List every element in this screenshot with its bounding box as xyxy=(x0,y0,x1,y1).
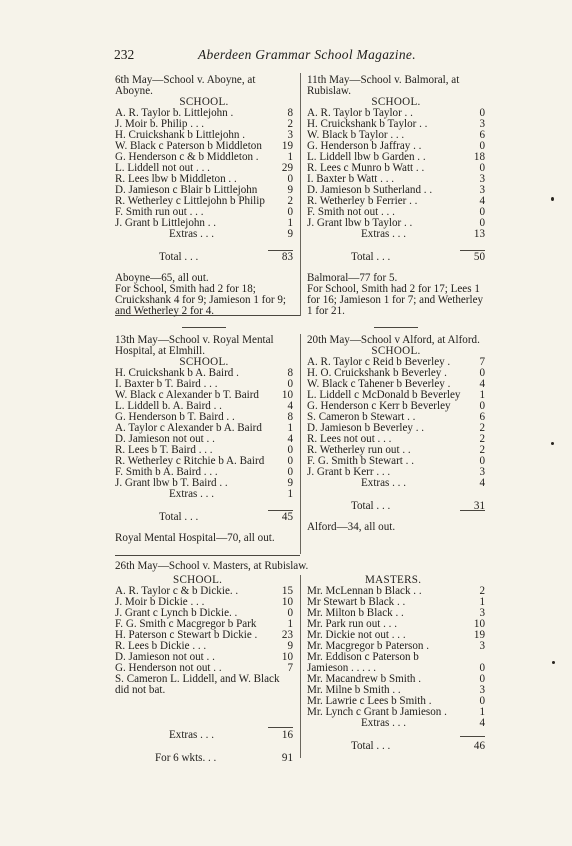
batting-entry: G. Henderson c Kerr b Beverley xyxy=(307,401,451,412)
scorecard xyxy=(307,357,485,478)
batting-score: 23 xyxy=(281,629,293,641)
batting-entry: J. Grant b Kerr . . . xyxy=(307,467,391,478)
batting-row xyxy=(307,685,485,696)
match-masters-opponent xyxy=(307,575,485,752)
bowling-note: For School, Smith had 2 for 17; Lees 1 for 16; Jamieson 1 for 7; and Wetherley 1 for 21. xyxy=(307,283,484,317)
batting-score: 0 xyxy=(287,444,293,456)
batting-score: 8 xyxy=(287,411,293,423)
batting-row xyxy=(307,434,485,445)
team-heading: SCHOOL. xyxy=(179,356,229,368)
batting-score: 0 xyxy=(479,695,485,707)
batting-entry: A. R. Taylor b Taylor . . xyxy=(307,108,413,119)
batting-entry: D. Jamieson b Beverley . . xyxy=(307,423,425,434)
batting-row xyxy=(115,423,293,434)
batting-score: 2 xyxy=(287,195,293,207)
batting-entry: A. R. Taylor b. Littlejohn . xyxy=(115,108,234,119)
batting-entry: Mr. Macgregor b Paterson . xyxy=(307,641,430,652)
batting-row xyxy=(307,401,485,412)
batting-score: 0 xyxy=(479,367,485,379)
batting-score: 0 xyxy=(479,400,485,412)
batting-entry: R. Lees not out . . . xyxy=(307,434,392,445)
batting-score: 7 xyxy=(479,356,485,368)
team-heading: SCHOOL. xyxy=(371,345,421,357)
batting-row xyxy=(115,652,293,663)
batting-entry: D. Jamieson c Blair b Littlejohn xyxy=(115,185,258,196)
batting-row xyxy=(115,401,293,412)
match-aboyne xyxy=(115,75,293,317)
match-heading: 11th May—School v. Balmoral, at Rubislaw. xyxy=(307,74,460,97)
batting-entry: G. Henderson b Jaffray . . xyxy=(307,141,422,152)
batting-row xyxy=(307,674,485,685)
batting-score: 8 xyxy=(287,367,293,379)
scorecard xyxy=(115,108,293,229)
batting-score: 7 xyxy=(287,662,293,674)
batting-row xyxy=(307,185,485,196)
batting-row xyxy=(307,196,485,207)
extras-row: Extras . . . 1 xyxy=(169,488,293,500)
batting-entry: A. R. Taylor c Reid b Beverley . xyxy=(307,357,451,368)
batting-entry: D. Jamieson not out . . xyxy=(115,652,215,663)
batting-entry: W. Black c Paterson b Middleton xyxy=(115,141,262,152)
batting-row xyxy=(115,218,293,229)
team-heading: SCHOOL. xyxy=(173,574,223,586)
batting-entry: W. Black c Alexander b T. Baird xyxy=(115,390,259,401)
batting-row xyxy=(115,478,293,489)
scorecard xyxy=(307,586,485,718)
section-rule xyxy=(115,555,300,556)
batting-score: 9 xyxy=(287,477,293,489)
batting-entry: J. Grant c Lynch b Dickie. . xyxy=(115,608,238,619)
batting-entry: A. Taylor c Alexander b A. Baird xyxy=(115,423,262,434)
batting-score: 3 xyxy=(479,184,485,196)
batting-row xyxy=(307,663,485,674)
batting-row xyxy=(115,152,293,163)
batting-score: 3 xyxy=(479,173,485,185)
batting-entry: F. Smith not out . . . xyxy=(307,207,395,218)
batting-score: 0 xyxy=(287,378,293,390)
total-row: Total . . . 45 xyxy=(159,511,293,523)
page-speck xyxy=(551,442,554,445)
batting-score: 2 xyxy=(287,118,293,130)
batting-score: 1 xyxy=(287,151,293,163)
batting-score: 1 xyxy=(287,217,293,229)
batting-score: 29 xyxy=(281,162,293,174)
section-rule xyxy=(115,315,300,316)
batting-score: 2 xyxy=(479,444,485,456)
batting-score: 0 xyxy=(479,206,485,218)
batting-entry: J. Moir b Dickie . . . xyxy=(115,597,205,608)
batting-score: 0 xyxy=(479,140,485,152)
batting-entry: F. Smith b A. Baird . . . xyxy=(115,467,218,478)
batting-score: 3 xyxy=(479,640,485,652)
batting-score: 1 xyxy=(287,422,293,434)
batting-score: 1 xyxy=(479,706,485,718)
total-rule xyxy=(268,727,293,728)
journal-title: Aberdeen Grammar School Magazine. xyxy=(198,47,416,62)
batting-row xyxy=(307,445,485,456)
match-heading: 13th May—School v. Royal Mental Hospital, at Elmhill. xyxy=(115,334,274,357)
batting-score: 0 xyxy=(287,607,293,619)
batting-row xyxy=(115,467,293,478)
batting-entry: G. Henderson not out . . xyxy=(115,663,222,674)
batting-score: 3 xyxy=(479,607,485,619)
batting-score: 6 xyxy=(479,129,485,141)
total-row: Total . . . 50 xyxy=(351,251,485,263)
batting-entry: L. Liddell not out . . . xyxy=(115,163,210,174)
batting-row xyxy=(307,608,485,619)
batting-entry: J. Grant b Littlejohn . . xyxy=(115,218,217,229)
batting-row xyxy=(307,619,485,630)
total-row: Total . . . 46 xyxy=(351,740,485,752)
batting-score: 8 xyxy=(287,107,293,119)
batting-entry: S. Cameron b Stewart . . xyxy=(307,412,416,423)
batting-row xyxy=(307,390,485,401)
batting-row xyxy=(115,185,293,196)
batting-entry: L. Liddell b. A. Baird . . xyxy=(115,401,222,412)
batting-row xyxy=(307,652,485,663)
extras-row: Extras . . . 4 xyxy=(361,477,485,489)
batting-entry: G. Henderson b T. Baird . . xyxy=(115,412,235,423)
batting-row xyxy=(307,163,485,174)
batting-row xyxy=(115,390,293,401)
batting-score: 2 xyxy=(479,422,485,434)
bowling-note: For School, Smith had 2 for 18; Cruickshank 4 for 9; Jamieson 1 for 9; and Wetherley 2 for 4. xyxy=(115,283,286,317)
batting-score: 3 xyxy=(479,118,485,130)
match-heading: 20th May—School v Alford, at Alford. xyxy=(307,334,480,346)
batting-row xyxy=(307,412,485,423)
batting-score: 1 xyxy=(287,618,293,630)
column-divider xyxy=(300,334,301,554)
batting-entry: I. Baxter b Watt . . . xyxy=(307,174,395,185)
batting-row xyxy=(307,218,485,229)
batting-row xyxy=(115,207,293,218)
batting-row xyxy=(115,108,293,119)
batting-entry: D. Jamieson b Sutherland . . xyxy=(307,185,433,196)
column-divider xyxy=(300,575,301,758)
total-rule xyxy=(460,250,485,251)
match-royal-mental-hospital xyxy=(115,335,293,544)
batting-row xyxy=(307,696,485,707)
batting-row xyxy=(115,608,293,619)
batting-score: 10 xyxy=(281,596,293,608)
section-rule xyxy=(374,327,418,328)
match-result: Aboyne—65, all out. xyxy=(115,272,209,284)
extras-row: Extras . . . 9 xyxy=(169,228,293,240)
batting-score: 4 xyxy=(479,195,485,207)
team-heading: MASTERS. xyxy=(365,574,422,586)
batting-entry: H. Cruickshank b Littlejohn . xyxy=(115,130,246,141)
batting-row xyxy=(115,119,293,130)
batting-row xyxy=(115,368,293,379)
batting-score: 19 xyxy=(473,629,485,641)
match-result: Alford—34, all out. xyxy=(307,521,396,533)
batting-entry: J. Grant lbw b T. Baird . . xyxy=(115,478,228,489)
batting-entry: Mr. McLennan b Black . . xyxy=(307,586,422,597)
batting-score: 3 xyxy=(479,466,485,478)
batting-entry: Mr Stewart b Black . . xyxy=(307,597,406,608)
batting-entry: H. Cruickshank b Taylor . . xyxy=(307,119,428,130)
batting-score: 10 xyxy=(281,651,293,663)
batting-row xyxy=(115,379,293,390)
batting-row xyxy=(115,456,293,467)
batting-row xyxy=(307,630,485,641)
batting-score: 1 xyxy=(479,596,485,608)
batting-row xyxy=(115,130,293,141)
batting-score: 9 xyxy=(287,640,293,652)
batting-row xyxy=(307,207,485,218)
extras-row: Extras . . . 13 xyxy=(361,228,485,240)
batting-row xyxy=(115,174,293,185)
batting-entry: Mr. Eddison c Paterson b xyxy=(307,652,419,663)
batting-entry: F. G. Smith c Macgregor b Park xyxy=(115,619,257,630)
batting-score: 15 xyxy=(281,585,293,597)
batting-row xyxy=(307,641,485,652)
batting-score: 3 xyxy=(479,684,485,696)
batting-entry: G. Henderson c & b Middleton . xyxy=(115,152,259,163)
batting-score: 10 xyxy=(473,618,485,630)
batting-entry: F. G. Smith b Stewart . . xyxy=(307,456,414,467)
batting-row xyxy=(115,630,293,641)
batting-score: 9 xyxy=(287,184,293,196)
batting-entry: Mr. Dickie not out . . . xyxy=(307,630,406,641)
did-not-bat: S. Cameron L. Liddell, and W. Black did not bat. xyxy=(115,673,280,696)
batting-score: 0 xyxy=(287,173,293,185)
team-heading: SCHOOL. xyxy=(179,96,229,108)
total-rule xyxy=(268,250,293,251)
batting-entry: R. Lees c Munro b Watt . . xyxy=(307,163,425,174)
batting-score: 19 xyxy=(281,140,293,152)
batting-entry: W. Black c Tahener b Beverley . xyxy=(307,379,451,390)
batting-entry: Mr. Macandrew b Smith . xyxy=(307,674,422,685)
batting-row xyxy=(307,141,485,152)
batting-entry: R. Wetherley c Littlejohn b Philip xyxy=(115,196,265,207)
batting-row xyxy=(115,597,293,608)
batting-row xyxy=(307,586,485,597)
batting-row xyxy=(307,379,485,390)
batting-score: 0 xyxy=(479,217,485,229)
page-speck xyxy=(551,197,554,201)
batting-row xyxy=(115,141,293,152)
match-result: Balmoral—77 for 5. xyxy=(307,272,398,284)
batting-row xyxy=(307,357,485,368)
total-row: Total . . . 31 xyxy=(351,500,485,512)
batting-entry: W. Black b Taylor . . . xyxy=(307,130,405,141)
batting-entry: L. Liddell c McDonald b Beverley xyxy=(307,390,461,401)
batting-score: 0 xyxy=(287,466,293,478)
column-divider xyxy=(300,73,301,316)
batting-entry: Mr. Lynch c Grant b Jamieson . xyxy=(307,707,447,718)
batting-score: 10 xyxy=(281,389,293,401)
match-heading: 6th May—School v. Aboyne, at Aboyne. xyxy=(115,74,256,97)
batting-entry: A. R. Taylor c & b Dickie. . xyxy=(115,586,239,597)
batting-entry: R. Lees lbw b Middleton . . xyxy=(115,174,237,185)
section-rule xyxy=(182,327,226,328)
scorecard xyxy=(307,108,485,229)
team-heading: SCHOOL. xyxy=(371,96,421,108)
batting-score: 0 xyxy=(479,162,485,174)
batting-row xyxy=(115,196,293,207)
batting-entry: H. O. Cruickshank b Beverley . xyxy=(307,368,447,379)
batting-score: 0 xyxy=(479,673,485,685)
batting-score: 0 xyxy=(287,206,293,218)
batting-entry: R. Wetherley c Ritchie b A. Baird xyxy=(115,456,265,467)
batting-row xyxy=(115,641,293,652)
batting-row xyxy=(115,412,293,423)
batting-row xyxy=(115,445,293,456)
batting-entry: J. Grant lbw b Taylor . . xyxy=(307,218,413,229)
batting-entry: R. Lees b T. Baird . . . xyxy=(115,445,213,456)
total-rule xyxy=(460,510,485,511)
batting-score: 4 xyxy=(287,433,293,445)
batting-row xyxy=(115,586,293,597)
batting-score: 4 xyxy=(287,400,293,412)
batting-score: 2 xyxy=(479,585,485,597)
batting-row xyxy=(307,130,485,141)
batting-score: 2 xyxy=(479,433,485,445)
batting-row xyxy=(307,108,485,119)
total-rule xyxy=(268,510,293,511)
batting-entry: Mr. Lawrie c Lees b Smith . xyxy=(307,696,432,707)
extras-row: Extras . . . 16 xyxy=(169,729,293,741)
batting-score: 1 xyxy=(479,389,485,401)
batting-entry: H. Cruickshank b A. Baird . xyxy=(115,368,239,379)
scorecard xyxy=(115,586,293,674)
match-heading: 26th May—School v. Masters, at Rubislaw. xyxy=(115,560,309,572)
batting-entry: R. Lees b Dickie . . . xyxy=(115,641,207,652)
batting-entry: J. Moir b. Philip . . . xyxy=(115,119,205,130)
batting-entry: L. Liddell lbw b Garden . . xyxy=(307,152,426,163)
batting-score: 0 xyxy=(479,662,485,674)
page-speck xyxy=(552,661,555,664)
batting-entry: Mr. Park run out . . . xyxy=(307,619,397,630)
batting-row xyxy=(307,423,485,434)
batting-entry: R. Wetherley run out . . xyxy=(307,445,411,456)
page-number: 232 xyxy=(114,47,135,62)
batting-row xyxy=(307,368,485,379)
batting-row xyxy=(307,707,485,718)
batting-entry: F. Smith run out . . . xyxy=(115,207,204,218)
batting-row xyxy=(115,163,293,174)
match-masters-heading xyxy=(115,561,485,572)
batting-score: 0 xyxy=(287,455,293,467)
batting-entry: Mr. Milton b Black . . xyxy=(307,608,404,619)
batting-score: 0 xyxy=(479,455,485,467)
batting-score: 6 xyxy=(479,411,485,423)
batting-row xyxy=(307,152,485,163)
batting-row xyxy=(115,619,293,630)
batting-entry: D. Jamieson not out . . xyxy=(115,434,215,445)
batting-entry: R. Wetherley b Ferrier . . xyxy=(307,196,418,207)
batting-row xyxy=(307,597,485,608)
batting-score: 18 xyxy=(473,151,485,163)
batting-score: 4 xyxy=(479,378,485,390)
batting-entry: I. Baxter b T. Baird . . . xyxy=(115,379,218,390)
batting-entry: Mr. Milne b Smith . . xyxy=(307,685,401,696)
batting-row xyxy=(307,174,485,185)
batting-entry: Jamieson . . . . . xyxy=(307,663,377,674)
match-result: Royal Mental Hospital—70, all out. xyxy=(115,532,275,544)
match-masters-school xyxy=(115,575,293,764)
scorecard xyxy=(115,368,293,489)
total-row: For 6 wkts. . . 91 xyxy=(155,752,293,764)
batting-row xyxy=(307,456,485,467)
batting-row xyxy=(307,467,485,478)
total-row: Total . . . 83 xyxy=(159,251,293,263)
batting-score: 0 xyxy=(479,107,485,119)
match-alford xyxy=(307,335,485,533)
batting-row xyxy=(115,434,293,445)
extras-row: Extras . . . 4 xyxy=(361,717,485,729)
total-rule xyxy=(460,736,485,737)
batting-score: 3 xyxy=(287,129,293,141)
batting-entry: H. Paterson c Stewart b Dickie . xyxy=(115,630,258,641)
match-balmoral xyxy=(307,75,485,317)
batting-row xyxy=(307,119,485,130)
